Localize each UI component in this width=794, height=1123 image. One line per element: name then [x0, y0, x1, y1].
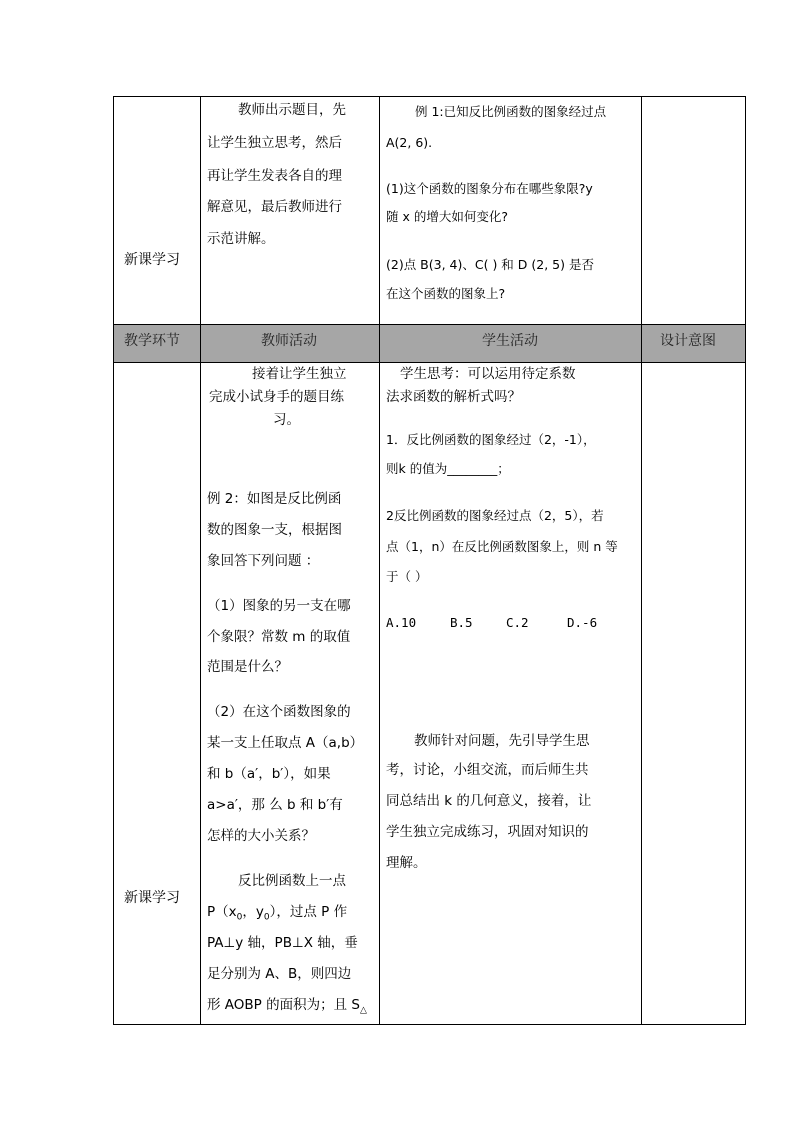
student-activity-line: 于（ ） [386, 569, 428, 584]
student-activity-line: A(2, 6). [386, 135, 433, 150]
student-activity-line: 考，讨论，小组交流，而后师生共 [386, 762, 589, 778]
teacher-activity-line: 完成小试身手的题目练 [209, 389, 344, 405]
student-activity-line: 学生思考：可以运用待定系数 [400, 366, 576, 382]
teacher-activity-line: 习。 [273, 412, 300, 428]
student-activity-line: 2反比例函数的图象经过点（2，5），若 [386, 508, 604, 523]
teacher-activity-line [207, 999, 367, 1016]
table-column-divider [641, 96, 642, 1025]
student-activity-line: 1．反比例函数的图象经过（2，-1）， [386, 432, 596, 447]
teacher-activity-line: 让学生独立思考，然后 [207, 135, 342, 151]
table-border-left [113, 96, 114, 1025]
student-activity-line: 理解。 [386, 855, 427, 871]
student-activity-line: 学生独立完成练习，巩固对知识的 [386, 824, 589, 840]
student-activity-line: 同总结出 k 的几何意义，接着，让 [386, 793, 592, 809]
teacher-activity-line: 反比例函数上一点 [238, 873, 346, 889]
teacher-activity-line: PA⊥y 轴，PB⊥X 轴，垂 [207, 935, 358, 951]
table-row-divider [113, 362, 745, 363]
table-border-top [113, 96, 745, 97]
student-activity-line: 教师针对问题，先引导学生思 [414, 733, 590, 749]
table-row-divider [113, 324, 745, 325]
student-activity-line: 点（1，n）在反比例函数图象上，则 n 等 [386, 539, 618, 554]
teacher-activity-line: （1）图象的另一支在哪 [207, 598, 351, 614]
student-activity-line: (2)点 B(3, 4)、C( ) 和 D (2, 5) 是否 [386, 257, 594, 272]
teacher-activity-line [207, 906, 347, 923]
point-p-text: ，y [242, 904, 264, 920]
answer-choice: A.10 [386, 615, 417, 630]
triangle-subscript: △ [359, 1005, 367, 1016]
header-student-activity: 学生活动 [482, 333, 538, 349]
student-activity-line: 随 x 的增大如何变化? [386, 209, 508, 224]
header-design-intent: 设计意图 [660, 333, 716, 349]
header-teaching-stage: 教学环节 [124, 333, 180, 349]
student-activity-line: 在这个函数的图象上? [386, 286, 506, 301]
teacher-activity-line: （2）在这个函数图象的 [207, 704, 351, 720]
table-column-divider [379, 96, 380, 1025]
subscript-zero: 0 [263, 912, 270, 923]
section-label: 新课学习 [124, 890, 180, 906]
teacher-activity-line: 例 2：如图是反比例函 [207, 491, 342, 507]
teacher-activity-line: 怎样的大小关系？ [207, 828, 315, 844]
table-border-bottom [113, 1024, 745, 1025]
student-activity-line: 则k 的值为________； [386, 461, 510, 476]
section-label: 新课学习 [124, 252, 180, 268]
teacher-activity-line: 接着让学生独立 [252, 366, 347, 382]
teacher-activity-line: 某一支上任取点 A（a,b） [207, 735, 364, 751]
table-border-right [745, 96, 746, 1025]
point-p-text: ），过点 P 作 [269, 904, 348, 920]
area-text: 形 AOBP 的面积为；且 S [207, 997, 360, 1013]
teacher-activity-line: 象回答下列问题 ： [207, 553, 320, 569]
teacher-activity-line: 个象限？常数 m 的取值 [207, 629, 351, 645]
answer-choice: C.2 [506, 615, 529, 630]
teacher-activity-line: 示范讲解。 [207, 231, 275, 247]
header-teacher-activity: 教师活动 [261, 333, 317, 349]
answer-choice: B.5 [450, 615, 473, 630]
teacher-activity-line: a>a′，那 么 b 和 b′有 [207, 797, 343, 813]
teacher-activity-line: 和 b（a′，b′），如果 [207, 766, 331, 782]
student-activity-line: (1)这个函数的图象分布在哪些象限?y [386, 181, 593, 196]
teacher-activity-line: 教师出示题目，先 [238, 102, 346, 118]
table-column-divider [200, 96, 201, 1025]
student-activity-line: 例 1:已知反比例函数的图象经过点 [415, 104, 607, 119]
answer-choice: D.-6 [567, 615, 598, 630]
teacher-activity-line: 范围是什么？ [207, 659, 288, 675]
teacher-activity-line: 再让学生发表各自的理 [207, 168, 342, 184]
subscript-zero: 0 [236, 912, 243, 923]
teacher-activity-line: 数的图象一支，根据图 [207, 522, 342, 538]
student-activity-line: 法求函数的解析式吗？ [386, 389, 521, 405]
point-p-text: P（x [207, 904, 237, 920]
teacher-activity-line: 足分别为 A、B，则四边 [207, 966, 352, 982]
teacher-activity-line: 解意见，最后教师进行 [207, 199, 342, 215]
